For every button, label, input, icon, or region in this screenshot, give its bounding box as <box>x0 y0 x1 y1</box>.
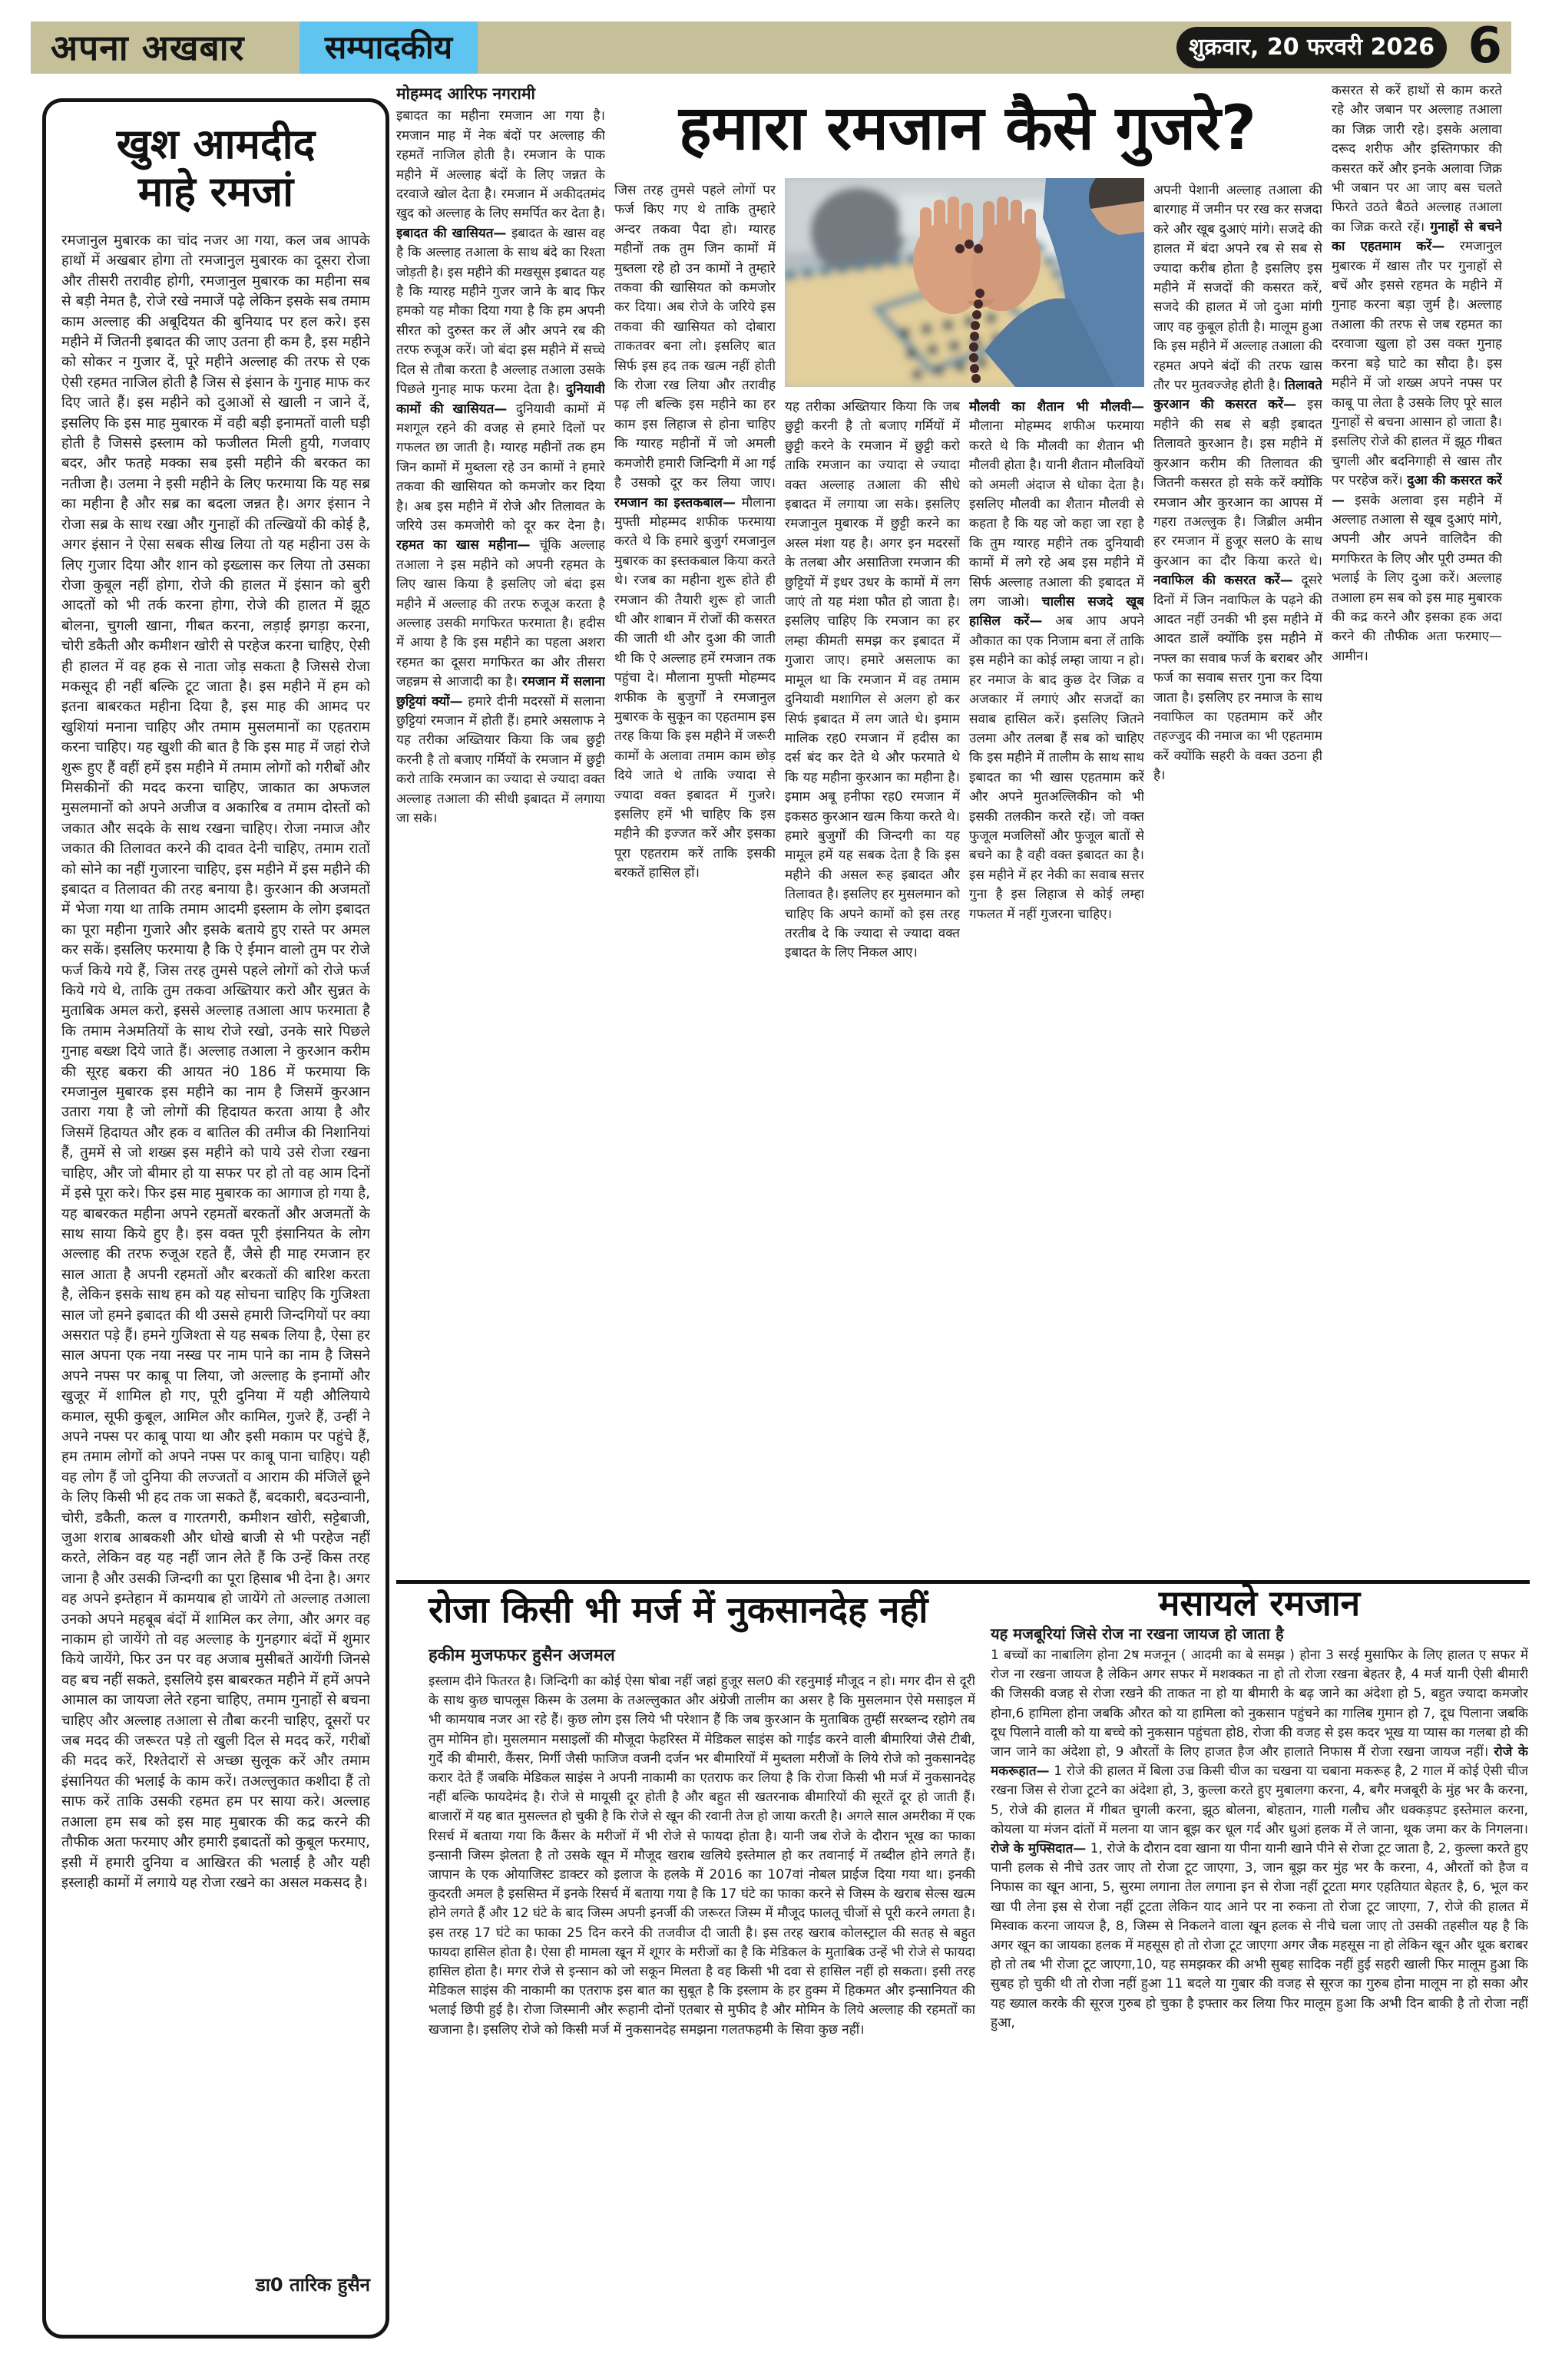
main-article-column-4: मौलवी का शैतान भी मौलवी— मौलाना मोहम्मद शफीअ फरमाया करते थे कि मौलवी का शैतान भी मौलवी होता है। यानी शैतान मौलवियों को अमली अंदाज से धोका देता है। इसलिए मौलवी का शैतान मौलवी से कहता है कि यह जो कहा जा रहा है कि तुम ग्यारह महीने तक दुनियावी कामों में लगे रहे अब इस महीने में सिर्फ अल्लाह तआला की इबादत में लग जाओ। चालीस सजदे खूब हासिल करें— अब आप अपने औकात का एक निजाम बना लें ताकि इस महीने का कोई लम्हा जाया न हो। हर नमाज के बाद कुछ देर जिक्र व अजकार में लगाएं और सजदों का सवाब हासिल करें। इसलिए जितने उलमा और तलबा हैं सब को चाहिए कि इस महीने में तालीम के साथ साथ इबादत का भी खास एहतमाम करें और अपने मुतअल्लिकीन को भी इसकी तलकीन करते रहें। जो वक्त फुजूल मजलिसों और फुजूल बातों से बचने का है वही वक्त इबादत का है। इस महीने में हर नेकी का सवाब सत्तर गुना है इस लिहाज से कोई लम्हा गफलत में नहीं गुजरना चाहिए। <box>969 399 1144 922</box>
main-article-column-3: यह तरीका अख्तियार किया कि जब छुट्टी करनी है तो बजाए गर्मियों में छुट्टी करने के रमजान में छुट्टी करो ताकि रमजान का ज्यादा से ज्यादा वक्त अल्लाह तआला की सीधे इबादत में लगाया जा सके। इसलिए रमजानुल मुबारक में छुट्टी करने का अस्ल मंशा यह है। अगर इन मदरसों के तलबा और असातिजा रमजान की छुट्टियों में इधर उधर के कामों में लग जाएं तो यह मंशा फौत हो जाता है। इसलिए चाहिए कि रमजान का हर लम्हा कीमती समझ कर इबादत में गुजारा जाए। हमारे असलाफ का मामूल था कि रमजान में वह तमाम दुनियावी मशागिल से अलग हो कर सिर्फ इबादत में लग जाते थे। इमाम मालिक रह0 रमजान में हदीस का दर्स बंद कर देते थे और फरमाते थे कि यह महीना कुरआन का महीना है। इमाम अबू हनीफा रह0 रमजान में इकसठ कुरआन खत्म किया करते थे। हमारे बुजुर्गों की जिन्दगी का यह मामूल हमें यह सबक देता है कि इस महीने की असल रूह इबादत और तिलावत है। इसलिए हर मुसलमान को चाहिए कि अपने कामों को इस तरह तरतीब दे कि ज्यादा से ज्यादा वक्त इबादत के लिए निकल आए। <box>785 399 960 961</box>
col3-text: यह तरीका अख्तियार किया कि जब छुट्टी करनी है तो बजाए गर्मियों में छुट्टी करने के रमजान में छुट्टी करो ताकि रमजान का ज्यादा से ज्यादा वक्त अल्लाह तआला की सीधे इबादत में लगाया जा सके। इसलिए रमजानुल मुबारक में छुट्टी करने का अस्ल मंशा यह है। <box>785 399 960 551</box>
left-article-author: डा0 तारिक हुसैन <box>255 2274 370 2296</box>
roza-article-body: इस्लाम दीने फितरत है। जिन्दिगी का कोई ऐसा षोबा नहीं जहां हुजूर सल0 की रहनुमाई मौजूद न हो। मगर दीन से दूरी के साथ कुछ चापलूस किस्म के उलमा के तअल्लुकात और अंग्रेजी तालीम का असर है कि मुसलमान ऐसे मसाइल में भी कामयाब नजर आ रहे हैं। कुछ लोग इस लिये भी परेशान हैं कि जब कुरआन के मुताबिक तुम्हीं सरब्लन्द रहोगे तब तुम मोमिन हो। मुसलमान मसाइलों की मौजूदा फेहरिस्त में मेडिकल साइंस को गाईड करने वाली बीमारियां जैसे टीबी, गुर्दे की बीमारी, कैंसर, मिर्गी जैसी फाजिज वजनी दर्जन भर बीमारियों में मुब्तला मरीजों के लिये रोजे को नुकसानदेह करार देते हैं जबकि मेडिकल साइंस ने अपनी नाकामी का एतराफ कर लिया है कि रोजा किसी भी मर्ज में नुकसानदेह नहीं बल्कि फायदेमंद है। रोजे से मायूसी दूर होती है और बहुत सी खतरनाक बीमारियों की सूरतें दूर हो जाती हैं। बाजारों में यह बात मुसल्लत हो चुकी है कि रोजे से खून की रवानी तेज हो जाया करती है। अगले साल अमरीका में एक रिसर्च में बताया गया कि कैंसर के मरीजों में भी रोजे से फायदा होता है। यानी जब रोजे के दौरान भूख का फाका इन्सानी जिस्म झेलता है तो उसके खून में मौजूद खराब खलिये इस्तेमाल हो कर तवानाई में तब्दील होने लगते हैं। जापान के एक ओयाजिस्ट डाक्टर को इलाज के हलके में 2016 का 107वां नोबल प्राईज दिया गया था। इनकी कुदरती अमल है इससिम्त में इनके रिसर्च में बताया गया है कि 17 घंटे का फाका करने से जिस्म के खराब सेल्स खत्म होने लगते हैं और 12 घंटे के बाद जिस्म अपनी इनर्जी की जरूरत जिस्म में मौजूद फालतू चीजों से पूरी करने लगता है। इस तरह 17 घंटे का फाका 25 दिन करने की तजवीज दी जाती है। इस तरह खराब कोलस्ट्राल की सतह से बहुत फायदा हासिल होता है। ऐसा ही मामला खून में शूगर के मरीजों का है कि मेडिकल के मुताबिक उन्हें भी रोजे से फायदा हासिल होता है। मगर रोजे से इन्सान को जो सकून मिलता है वह किसी भी दवा से हासिल नहीं हो सकता। इसी तरह मेडिकल साइंस की नाकामी का एतराफ इस बात का सुबूत है कि इस्लाम के हर हुक्म में हिकमत और इन्सानियत की भलाई छिपी हुई है। रोजा जिस्मानी और रूहानी दोनों एतबार से मुफीद है और मोमिन के लिये अल्लाह की रहमतों का खजाना है। इसलिए रोजे को किसी मर्ज में नुकसानदेह समझना गलतफहमी के सिवा कुछ नहीं। <box>429 1674 975 2038</box>
masthead-title: अपना अखबार <box>51 27 245 68</box>
prayer-hands-photo-illustration <box>785 178 1144 387</box>
prayer-photo <box>785 178 1144 387</box>
masail-section-body: 1 बच्चों का नाबालिग होना 2ष मजनून ( आदमी का बे समझ ) होना 3 सरई मुसाफिर के लिए हालत ए सफर में रोज ना रखना जायज है लेकिन अगर सफर में मशक्कत ना हो तो रोजा रखना बेहतर है, 4 मर्ज यानी ऐसी बीमारी की जिसकी वजह से रोजा रखने की ताकत ना हो या बीमारी के बढ़ जाने का अंदेशा हो 5, बहुत ज्यादा कमजोर होना,6 हामिला होना जबकि औरत को या हामिला को नुकसान पहुंचने का गालिब गुमान हो 7, दूध पिलाना जबकि दूध पिलाने वाली को या बच्चे को नुकसान पहुंचता हो8, रोजा की वजह से इस कदर भूख या प्यास का गलबा हो की जान जाने का अंदेशा हो, 9 औरतों के लिए हाजत हैज और हालाते निफास मैं रोजा रखना जायज नहीं। रोजे के मकरूहात— 1 रोजे की हालत में बिला उज्र किसी चीज का चखना या चबाना मकरूह है, 2 गाल में कोई ऐसी चीज रखना जिस से रोजा टूटने का अंदेशा हो, 3, कुल्ला करते हुए मुबालगा करना, 4, बगैर मजबूरी के मुंह भर कै करना, 5, रोजे की हालत में गीबत चुगली करना, झूठ बोलना, बोहतान, गाली गलौच और धक्कड़पट इस्तेमाल करना, कोयला या मंजन दांतों में मलना या जान बूझ कर धूल गर्द और धुआं हलक में ले जाना, थूक जमा कर के निगलना। रोजे के मुफ्सिदात— 1, रोजे के दौरान दवा खाना या पीना यानी खाने पीने से रोजा टूट जाता है, 2, कुल्ला करते हुए पानी हलक से नीचे उतर जाए तो रोजा टूट जाएगा, 3, जान बूझ कर मुंह भर कै करना, 4, औरतों को हैज व निफास का खून आना, 5, सुरमा लगाना तेल लगाना इन से रोजा नहीं टूटता मगर एहतियात बेहतर है, 6, भूल कर खा पी लेना इस से रोजा नहीं टूटता लेकिन याद आने पर ना रुकना तो रोजा टूट जाएगा, 7, रोजे की हालत में मिस्वाक करना जायज है, 8, जिस्म से निकलने वाला खून हलक से नीचे चला जाए तो उसकी तहसील यह है कि अगर खून का जायका हलक में महसूस हो तो रोजा टूट जाएगा अगर जैक महसूस ना हो लेकिन खून और थूक बराबर हो तो तब भी रोजा टूट जाएगा,10, यह समझकर की अभी सुबह सादिक नहीं हुई सहरी खाली फिर मालूम हुआ कि सुबह हो चुकी थी तो रोजा नहीं हुआ 11 बदले या गुबार की वजह से सूरज का गुरुब होना मालूम ना हो सका और यह ख्याल करके की सूरज गुरुब हो चुका है इफ्तार कर लिया फिर मालूम हुआ कि अभी दिन बाकी है तो रोजा नहीं हुआ, <box>991 1648 1528 2031</box>
col1-subhead-chhuttiyan: रमजान में सलाना छुट्टियां क्यों— <box>396 674 605 709</box>
col5-text: अपनी पेशानी अल्लाह तआला की बारगाह में जमीन पर रख कर सजदा करे और खूब दुआएं मांगे। सजदे की हालत में बंदा अपने रब से सब से ज्यादा करीब होता है इसलिए इस महीने में सजदों की कसरत करें, सजदे की हालत में जो दुआ मांगी जाए वह कुबूल होती है। मालूम हुआ कि इस महीने में अल्लाह तआला की रहमत अपने बंदों की तरफ खास तौर पर मुतवज्जेह होती है। <box>1153 183 1322 394</box>
col2-subhead-istakbal: रमजान का इस्तकबाल— <box>614 494 736 511</box>
col1-subhead-duniyavi: दुनियावी कामों की खासियत— <box>396 382 605 417</box>
col5-subhead-nawafil: नवाफिल की कसरत करें— <box>1153 573 1293 589</box>
roza-article-headline: रोजा किसी भी मर्ज में नुकसानदेह नहीं <box>429 1589 928 1631</box>
left-article-title <box>61 121 370 216</box>
main-article-column-1: मोहम्मद आरिफ नगरामी इबादत का महीना रमजान आ गया है। रमजान माह में नेक बंदों पर अल्लाह की रहमतें नाजिल होती है। रमजान के पाक महीने में अल्लाह बंदों के लिए जन्नत के दरवाजे खोल देता है। रमजान में अकीदतमंद खुद को अल्लाह के लिए समर्पित कर देता है। इबादत की खासियत— इबादत के खास वह है कि अल्लाह तआला के साथ बंदे का रिश्ता जोड़ती है। इस महीने की मखसूस इबादत यह है कि ग्यारह महीने गुजर जाने के बाद फिर हमको यह मौका दिया गया है कि हम अपनी सीरत को दुरुस्त कर लें और अपने रब की तरफ रुजूअ करें। जो बंदा इस महीने में सच्चे दिल से तौबा करता है अल्लाह तआला उसके पिछले गुनाह माफ फरमा देता है। दुनियावी कामों की खासियत— दुनियावी कामों में मशगूल रहने की वजह से हमारे दिलों पर गफलत छा जाती है। ग्यारह महीनों तक हम जिन कामों में मुब्तला रहे उन कामों ने हमारे तकवा की खासियत को कमजोर कर दिया है। अब इस महीने में रोजे और तिलावत के जरिये उस कमजोरी को दूर कर देना है। रहमत का खास महीना— चूंकि अल्लाह तआला ने इस महीने को अपनी रहमत के लिए खास किया है इसलिए जो बंदा इस महीने में अल्लाह की तरफ रुजूअ करता है अल्लाह उसकी मगफिरत फरमाता है। हदीस में आया है कि इस महीने का पहला अशरा रहमत का दूसरा मगफिरत का और तीसरा जहन्नम से आजादी का है। रमजान में सलाना छुट्टियां क्यों— हमारे दीनी मदरसों में सलाना छुट्टियां रमजान में होती हैं। हमारे असलाफ ने यह तरीका अख्तियार किया कि जब छुट्टी करनी है तो बजाए गर्मियों के रमजान में छुट्टी करो ताकि रमजान का ज्यादा से ज्यादा वक्त अल्लाह तआला की सीधी इबादत में लगाया जा सके। <box>396 84 605 827</box>
main-article-byline: मोहम्मद आरिफ नगरामी <box>396 84 535 103</box>
col4-subhead-sajde: चालीस सजदे खूब हासिल करें— <box>969 594 1144 630</box>
header-bar <box>31 18 1511 74</box>
main-article-column-6: कसरत से करें हाथों से काम करते रहे और जबान पर अल्लाह तआला का जिक्र जारी रहे। इसके अलावा दरूद शरीफ और इस्तिगफार की कसरत करें और इनके अलावा जिक्र भी जबान पर आ जाए बस चलते फिरते उठते बैठते अल्लाह तआला का जिक्र करते रहें। गुनाहों से बचने का एहतमाम करें— रमजानुल मुबारक में खास तौर पर गुनाहों से बचें और इससे रहमत के महीने में गुनाह करना बड़ा जुर्म है। अल्लाह तआला की तरफ से जब रहमत का दरवाजा खुला हो उस वक्त गुनाह करना बड़े घाटे का सौदा है। इस महीने में जो शख्स अपने नफ्स पर काबू पा लेता है उसके लिए पूरे साल गुनाहों से बचना आसान हो जाता है। इसलिए रोजे की हालत में झूठ गीबत चुगली और बदनिगाही से खास तौर पर परहेज करें। दुआ की कसरत करें— इसके अलावा इस महीने में अल्लाह तआला से खूब दुआएं मांगे, अपनी और अपने वालिदैन की मगफिरत के लिए और पूरी उम्मत की भलाई के लिए दुआ करें। अल्लाह तआला हम सब को इस माह मुबारक की कद्र करने और इसका हक अदा करने की तौफीक अता फरमाए—आमीन। <box>1332 83 1502 664</box>
section-badge: सम्पादकीय <box>299 21 478 74</box>
page-number: 6 <box>1468 18 1502 74</box>
col1-subhead-rahmat: रहमत का खास महीना— <box>396 537 531 554</box>
col2-text: जिस तरह तुमसे पहले लोगों पर फर्ज किए गए थे ताकि तुम्हारे अन्दर तकवा पैदा हो। ग्यारह महीनों तक तुम जिन कामों में मुब्तला रहे हो उन कामों ने तुम्हारे तकवा की खासियत को कमजोर कर दिया। अब रोजे के जरिये इस तकवा की खासियत को दोबारा ताकतवर बना लो। इसलिए बात सिर्फ इस हद तक खत्म नहीं होती कि रोजा रख लिया और तरावीह पढ़ ली बल्कि इस महीने का हर काम इस लिहाज से होना चाहिए कि ग्यारह महीनों में जो अमली कमजोरी हमारी जिन्दिगी में आ गई है उसको दूर कर लिया जाए। <box>614 183 776 491</box>
col6-subhead-dua: दुआ की कसरत करें— <box>1332 473 1502 508</box>
main-article-column-2: जिस तरह तुमसे पहले लोगों पर फर्ज किए गए थे ताकि तुम्हारे अन्दर तकवा पैदा हो। ग्यारह महीनों तक तुम जिन कामों में मुब्तला रहे हो उन कामों ने तुम्हारे तकवा की खासियत को कमजोर कर दिया। अब रोजे के जरिये इस तकवा की खासियत को दोबारा ताकतवर बना लो। इसलिए बात सिर्फ इस हद तक खत्म नहीं होती कि रोजा रख लिया और तरावीह पढ़ ली बल्कि इस महीने का हर काम इस लिहाज से होना चाहिए कि ग्यारह महीनों में जो अमली कमजोरी हमारी जिन्दिगी में आ गई है उसको दूर कर लिया जाए। रमजान का इस्तकबाल— मौलाना मुफ्ती मोहम्मद शफीक फरमाया करते थे कि हमारे बुजुर्ग रमजानुल मुबारक का इस्तकबाल किया करते थे। रजब का महीना शुरू होते ही रमजान की तैयारी शुरू हो जाती थी और शाबान में रोजों की कसरत की जाती थी और दुआ की जाती थी कि ऐ अल्लाह हमें रमजान तक पहुंचा दे। मौलाना मुफ्ती मोहम्मद शफीक के बुजुर्गों ने रमजानुल मुबारक के सुकून का एहतमाम इस तरह किया कि इस महीने में जरूरी कामों के अलावा तमाम काम छोड़ दिये जाते थे ताकि ज्यादा से ज्यादा वक्त इबादत में गुजरे। इसलिए हमें भी चाहिए कि इस महीने की इज्जत करें और इसका पूरा एहतराम करें ताकि इसकी बरकतें हासिल हों। <box>614 183 776 881</box>
masail-section-subhead: यह मजबूरियां जिसे रोज ना रखना जायज हो जाता है <box>991 1625 1284 1643</box>
col1-text: इबादत का महीना रमजान आ गया है। रमजान माह में नेक बंदों पर अल्लाह की रहमतें नाजिल होती है। रमजान के पाक महीने में अल्लाह बंदों के लिए जन्नत के दरवाजे खोल देता है। रमजान में अकीदतमंद खुद को अल्लाह के लिए समर्पित कर देता है। <box>396 108 605 222</box>
left-article-box <box>42 98 389 2339</box>
col4-subhead-maulvi: मौलवी का शैतान भी मौलवी— <box>969 399 1144 415</box>
date-badge: शुक्रवार, 20 फरवरी 2026 <box>1176 27 1447 68</box>
masail-section-headline: मसायले रमजान <box>1158 1582 1361 1624</box>
col6-text: कसरत से करें हाथों से काम करते रहे और जबान पर अल्लाह तआला का जिक्र जारी रहे। इसके अलावा दरूद शरीफ और इस्तिगफार की कसरत करें और इनके अलावा जिक्र भी जबान पर आ जाए बस चलते फिरते उठते बैठते अल्लाह तआला का जिक्र करते रहें। <box>1332 83 1502 235</box>
masail-subhead-mufsidat: रोजे के मुफ्सिदात— <box>991 1841 1087 1857</box>
main-article-column-5: अपनी पेशानी अल्लाह तआला की बारगाह में जमीन पर रख कर सजदा करे और खूब दुआएं मांगे। सजदे की हालत में बंदा अपने रब से सब से ज्यादा करीब होता है इसलिए इस महीने में सजदों की कसरत करें, सजदे की हालत में जो दुआ मांगी जाए वह कुबूल होती है। मालूम हुआ कि इस महीने में अल्लाह तआला की रहमत अपने बंदों की तरफ खास तौर पर मुतवज्जेह होती है। तिलावते कुरआन की कसरत करें— इस महीने की सब से बड़ी इबादत तिलावते कुरआन है। इस महीने में कुरआन करीम की तिलावत की जितनी कसरत हो सके करें क्योंकि रमजान और कुरआन का आपस में गहरा तअल्लुक है। जिब्रील अमीन हर रमजान में हुजूर सल0 के साथ कुरआन का दौर किया करते थे। नवाफिल की कसरत करें— दूसरे दिनों में जिन नवाफिल के पढ़ने की आदत नहीं उनकी भी इस महीने में आदत डालें क्योंकि इस महीने में नफ्ल का सवाब फर्ज के बराबर और फर्ज का सवाब सत्तर गुना कर दिया जाता है। इसलिए हर नमाज के साथ नवाफिल का एहतमाम करें और तहज्जुद की नमाज का भी एहतमाम करें क्योंकि सहरी के वक्त उठना ही है। <box>1153 183 1322 784</box>
col6-subhead-gunah: गुनाहों से बचने का एहतमाम करें— <box>1332 219 1502 255</box>
main-headline: हमारा रमजान कैसे गुजरे? <box>678 92 1257 164</box>
left-article-body: रमजानुल मुबारक का चांद नजर आ गया, कल जब आपके हाथों में अखबार होगा तो रमजानुल मुबारक का दूसरा रोजा और तीसरी तरावीह होगी, रमजानुल मुबारक का महीना सब से बड़ी नेमत है, रोजे रखे नमाजें पढ़े लेकिन इसके सब तमाम काम अल्लाह की अबूदियत की बुनियाद पर हल करे। इस महीने में जितनी इबादत की जाए उतना ही कम है, इस महीने को सोकर न गुजार दें, पूरे महीने अल्लाह की तरफ से एक ऐसी रहमत नाजिल होती है जिस से इंसान के गुनाह माफ कर दिए जाते हैं। इस महीने को दुआओं से खाली न जाने दें, इसलिए कि इस माह मुबारक में वही बड़ी इनामतों वाली घड़ी होती है जिससे इस्लाम को फजीलत मिली हुयी, गजवाए बदर, और फतहे मक्का सब इसी महीने की बरकत का नतीजा है। उलमा ने इसी महीने के लिए फरमाया कि यह सब्र का महीना है और सब्र का बदला जन्नत है। अगर इंसान ने रोजा सब्र के साथ रखा और गुनाहों की तल्खियों की कोई है, अगर इंसान ने ऐसा सबक सीख लिया तो यह महीना उस के लिए गुजार दिया और शान को इख्लास कर लिया तो उसका रोजा कुबूल नहीं होगा, रोजे की हालत में इंसान को बुरी आदतों को भी तर्क करना होगा, रोजे की हालत में झूठ बोलना, चुगली खाना, गीबत करना, लड़ाई झगड़ा करना, चोरी डकैती और कमीशन खोरी से परहेज करना चाहिए, ऐसी ही हालत में वह हक से नाता जोड़ सकता है जिससे रोजा मकसूद ही नहीं बल्कि टूट जाता है। इस महीने में हम को इतना बाबरकत महीना दिया है, इस माह की आमद पर खुशियां मनाना चाहिए और तमाम मुसलमानों का एहतराम करना चाहिए। यह खुशी की बात है कि इस माह में जहां रोजे शुरू हुए हैं वहीं हमें इस महीने में तमाम लोगों को गरीबों और मिसकीनों की मदद करना चाहिए, जाकात का अफजल मुसलमानों को अपने अजीज व अकारिब व तमाम दोस्तों को जकात और सदके के साथ रखना चाहिए। रोजा नमाज और जकात की तिलावत करने की दावत देनी चाहिए, तमाम रातों को सोने का नहीं गुजारना चाहिए, इस महीने में इस महीने की इबादत व तिलावत की तरह बनाया है। कुरआन की अजमतों में भेजा गया था ताकि तमाम आदमी इस्लाम के लोग इबादत का पूरा महीना गुजारे और इसके बताये हुए रास्ते पर अमल कर सकें। इसलिए फरमाया है कि ऐ ईमान वालो तुम पर रोजे फर्ज किये गये हैं, जिस तरह तुमसे पहले लोगों को रोजे फर्ज किये गये थे, ताकि तुम तकवा अख्तियार करो और सुन्नत के मुताबिक अमल करो, इससे अल्लाह तआला आप फरमाता है कि तमाम नेअमतियों के साथ रोजे रखो, उनके सारे पिछले गुनाह बख्श दिये जाते हैं। अल्लाह तआला ने कुरआन करीम की सूरह बकरा की आयत नं0 186 में फरमाया कि रमजानुल मुबारक इस महीने का नाम है जिसमें कुरआन उतारा गया है जो लोगों की हिदायत करता आया है और जिसमें हिदायत और हक व बातिल की तमीज की निशानियां हैं, तुममें से जो शख्स इस महीने को पाये उसे रोजा रखना चाहिए, और जो बीमार हो या सफर पर हो तो वह आम दिनों में इसे पूरा करे। फिर इस माह मुबारक का आगाज हो गया है, यह बाबरकत महीना अपने रहमतों बरकतों और अजमतों के साथ साया किये हुए है। इस वक्त पूरी इंसानियत के लोग अल्लाह की तरफ रुजूअ रहते हैं, जैसे ही माह रमजान हर साल आता है अपनी रहमतों और बरकतों की बारिश करता है, लेकिन इसके साथ हम को यह सोचना चाहिए कि गुजिश्ता साल जो हमने इबादत की थी उससे हमारी जिन्दगियों पर क्या असरात पड़े हैं। हमने गुजिश्ता से यह सबक लिया है, ऐसा हर साल अपना एक नया नस्ख पर नाम पाने का नाम है जिसने अपने नफ्स पर काबू पा लिया, जो अल्लाह के इनामों और खुजूर में शामिल हो गए, पूरी दुनिया में यही औलियाये कमाल, सूफी कुबूल, आमिल और कामिल, गुजरे हैं, उन्हीं ने अपने नफ्स पर काबू पाया था और इसी मकाम पर पहुंचे हैं, हम तमाम लोगों को अपने नफ्स पर काबू पाना चाहिए। यही वह लोग हैं जो दुनिया की लज्जतों व आराम की मंजिलें छूने के लिए किसी भी हद तक जा सकते हैं, बदकारी, बदउन्वानी, चोरी, डकैती, कत्ल व गारतगरी, कमीशन खोरी, सट्टेबाजी, जुआ शराब आबकशी और धोखे बाजी से भी परहेज नहीं करते, लेकिन वह यह नहीं जान लेते हैं कि उन्हें किस तरह जाना है और उसकी जिन्दगी का पूरा हिसाब भी देना है। अगर वह अपने इम्तेहान में कामयाब हो जायेंगे तो अल्लाह तआला उनको अपने महबूब बंदों में शामिल कर लेगा, और अगर वह नाकाम हो जायेंगे तो वह अल्लाह के गुनहगार बंदों में शुमार किये जायेंगे, फिर उन पर वह अजाब मुसीबतें आयेंगी जिनसे वह बच नहीं सकते, इसलिये इस बाबरकत महीने में हमें अपने आमाल का जायजा लेते रहना चाहिए, तमाम गुनाहों से बचना चाहिए और अल्लाह तआला से तौबा करनी चाहिए, दूसरों पर जब मदद की जरूरत पड़े तो खुली दिल से मदद करें, गरीबों की मदद करें, रिश्तेदारों से अच्छा सुलूक करें और तमाम इंसानियत की भलाई के काम करें। तअल्लुकात कशीदा हैं तो साफ करें ताकि उसकी रहमत हम पर साया करे। अल्लाह तआला हम सब को इस माह मुबारक की कद्र करने की तौफीक अता फरमाए और हमारी इबादतों को कुबूल फरमाए, इसी में हमारी दुनिया व आखिरत की भलाई है और यही इस्लाही कामों में लगाये यह रोजा रखने का असल मकसद है। <box>61 233 370 1891</box>
col5-subhead-tilawat: तिलावते कुरआन की कसरत करें— <box>1153 378 1322 413</box>
roza-article-byline: हकीम मुजफफर हुसैन अजमल <box>429 1646 615 1665</box>
col4-text: मौलाना मोहम्मद शफीअ फरमाया करते थे कि मौलवी का शैतान भी मौलवी होता है। यानी शैतान मौलवियों को अमली अंदाज से धोका देता है। इसलिए मौलवी का शैतान मौलवी से कहता है कि यह जो कहा जा रहा है कि तुम ग्यारह महीने तक दुनियावी कामों में लगे रहे अब इस महीने में सिर्फ अल्लाह तआला की इबादत में लग जाओ। <box>969 418 1144 610</box>
left-title-line2: माहे रमजां <box>137 167 294 216</box>
left-title-line1: खुश आमदीद <box>116 120 316 168</box>
masail-subhead-makruhat: रोजे के मकरूहात— <box>991 1744 1528 1780</box>
col1-subhead-ibadat: इबादत की खासियत— <box>396 225 507 241</box>
masail-exemptions-list: 1 बच्चों का नाबालिग होना 2ष मजनून ( आदमी का बे समझ ) होना 3 सरई मुसाफिर के लिए हालत ए सफर में रोज ना रखना जायज है लेकिन अगर सफर में मशक्कत ना हो तो रोजा रखना बेहतर है, 4 मर्ज यानी ऐसी बीमारी की जिसकी वजह से रोजा रखने की ताकत ना हो या बीमारी के बढ़ जाने का अंदेशा हो 5, बहुत ज्यादा कमजोर होना,6 हामिला होना जबकि औरत को या हामिला को नुकसान पहुंचने का गालिब गुमान हो 7, दूध पिलाना जबकि दूध पिलाने वाली को या बच्चे को नुकसान पहुंचता हो8, रोजा की वजह से इस कदर भूख या प्यास का गलबा हो की जान जाने का अंदेशा हो, 9 औरतों के लिए हाजत हैज और हालाते निफास मैं रोजा रखना जायज नहीं। <box>991 1648 1528 1760</box>
